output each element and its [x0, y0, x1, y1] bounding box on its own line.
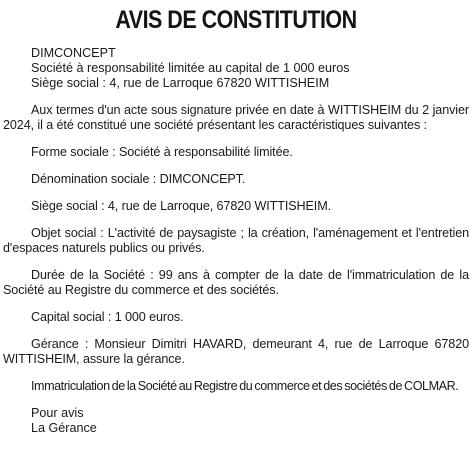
- notice-title: AVIS DE CONSTITUTION: [115, 6, 357, 34]
- legal-form-paragraph: Forme sociale : Société à responsabilité limitée.: [31, 145, 293, 159]
- intro-paragraph: Aux termes d'un acte sous signature privée en date à WITTISHEIM du 2 janvier 2024, il a été constitué une société présentant les caractéristiques suivantes :: [3, 103, 469, 132]
- capital-paragraph: Capital social : 1 000 euros.: [31, 310, 184, 324]
- purpose-paragraph: Objet social : L'activité de paysagiste ; la création, l'aménagement et l'entretien d'espaces naturels publics ou privés.: [3, 226, 469, 255]
- closing-signature: [31, 406, 469, 436]
- management-paragraph: Gérance : Monsieur Dimitri HAVARD, demeurant 4, rue de Larroque 67820 WITTISHEIM, assure la gérance.: [3, 337, 469, 366]
- registration-paragraph: Immatriculation de la Société au Registre du commerce et des sociétés de COLMAR.: [31, 379, 459, 393]
- company-header: [31, 46, 469, 91]
- company-name: DIMCONCEPT: [31, 46, 116, 60]
- company-headquarters: Siège social : 4, rue de Larroque 67820 WITTISHEIM: [31, 76, 330, 90]
- duration-paragraph: Durée de la Société : 99 ans à compter de la date de l'immatriculation de la Société au Registre du commerce et des sociétés.: [3, 268, 469, 297]
- company-name-paragraph: Dénomination sociale : DIMCONCEPT.: [31, 172, 246, 186]
- closing-line-gerance: La Gérance: [31, 421, 97, 435]
- company-form-capital: Société à responsabilité limitée au capital de 1 000 euros: [31, 61, 350, 75]
- closing-line-pour-avis: Pour avis: [31, 406, 84, 420]
- headquarters-paragraph: Siège social : 4, rue de Larroque, 67820 WITTISHEIM.: [31, 199, 331, 213]
